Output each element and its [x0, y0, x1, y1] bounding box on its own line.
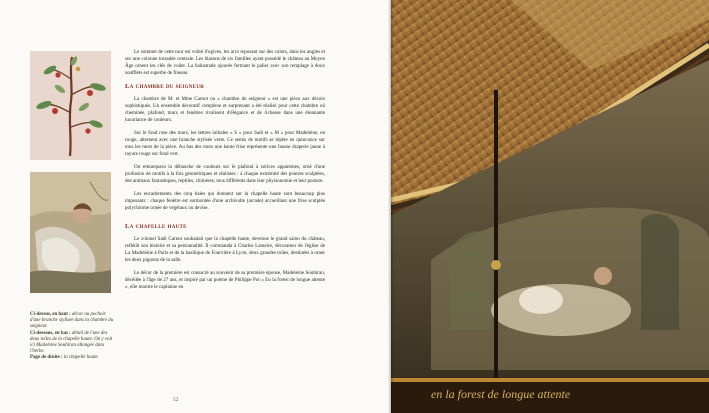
paragraph-chapel-salon: Le colonel Sadi Carnot souhaitait que la chapelle haute, devenue le grand salon du château, reflétât son histoire et sa personnalité. Il commanda à Charles Lameire, décorateur de l'église de La Madeleine à Paris et de la basilique de Fourvière à Lyon, deux grandes toiles, destinées à orner les deux pignons de la salle.	[125, 236, 325, 263]
stencil-branch-illustration	[30, 51, 111, 160]
paragraph-bedroom-ceiling: On remarquera la débauche de couleurs sur le plafond à solives apparentes, orné d'une profusion de motifs à la fois géométriques et réalistes : à chaque extrémité des poutres sculptées, des animaux fantastiques, reptiles, chimères, tous différents dans leur physionomie et leur posture.	[125, 163, 325, 184]
caption-label-right-page: Page de droite :	[30, 355, 63, 361]
caption-label-bottom: Ci-dessous, en bas :	[30, 330, 71, 336]
main-text-column	[125, 49, 325, 297]
caption-text-right-page: la chapelle haute.	[62, 355, 99, 361]
paragraph-tower-vault: Le sommet de cette tour est voûté d'ogives, les arcs reposant sur des culots, dans les angles et sur une colonne torsadée centrale. Les blasons de six familles ayant possédé le château au Moyen Âge ornent les clés de voûte. La balustrade ajourée fermant le palier avec son remplage à doux soufflets est superbe de finesse.	[125, 49, 325, 76]
section-heading-lord-bedroom: La chambre du seigneur	[125, 83, 205, 91]
stencil-branch-photo	[30, 51, 111, 160]
page-number: 52	[173, 397, 179, 403]
paragraph-bedroom-walls: Sur le fond rose des murs, les lettres initiales « S » pour Sadi et « M » pour Madeleine, en rouge, alternent avec une branche stylisée verte. Ce semis de motifs se répète en quinconce sur tous les murs de la pièce. Au bas des murs une haute frise représente une fausse draperie jaune à rayure rouge sur fond vert.	[125, 130, 325, 157]
paragraph-bedroom-intro: La chambre de M. et Mme Carnot ou « chambre du seigneur » est une pièce aux décors sophistiqués. Un ensemble décoratif complexe et surprenant a été réalisé pour cette chambre où cheminée, plafond, murs et fenêtres rivalisent d'élégance et de richesse dans une étonnante luxuriance de couleurs.	[125, 96, 325, 123]
caption-text-top: décor au pochoir d'une branche stylisée dans la chambre du seigneur.	[30, 312, 114, 330]
book-gutter	[388, 0, 394, 413]
painting-detail-photo	[30, 172, 111, 293]
frieze-inscription: en la forest de longue attente	[431, 387, 571, 401]
chapel-interior-photo	[391, 0, 709, 413]
image-caption	[30, 312, 115, 362]
paragraph-chapel-painting: Le décor de la première est consacré au souvenir de sa première épouse, Madeleine Soubiran, décédée à l'âge de 27 ans, et inspiré par un poème de Philippe Pot « En la forest de longue attente », elle montre le capitaine en	[125, 270, 325, 290]
caption-label-top: Ci-dessus, en haut :	[30, 312, 71, 317]
caption-text-bottom: détail de l'une des deux toiles de la chapelle haute. On y voit ici Madeleine Soubiran allongée dans l'herbe.	[30, 330, 113, 355]
madeleine-painting-detail	[30, 172, 111, 293]
right-page-chapel-photo	[391, 0, 709, 413]
section-heading-upper-chapel: La chapelle haute	[125, 223, 187, 231]
paragraph-bedroom-windows: Les encadrements des cinq baies qui donnent sur la chapelle haute sont beaucoup plus imposants : chaque fenêtre est surmontée d'une archivolte (arcade) accueillant une frise sculptée polychrome ornée de végétaux ou devise.	[125, 190, 325, 211]
